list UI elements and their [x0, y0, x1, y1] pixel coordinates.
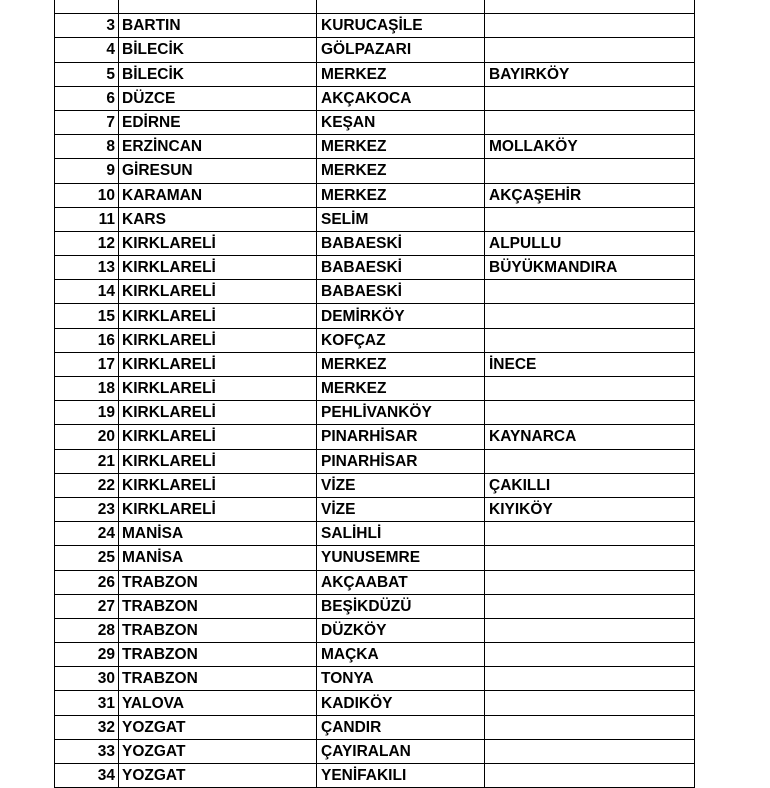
village-cell — [485, 86, 695, 110]
table-row — [55, 377, 695, 401]
district-cell: VİZE — [317, 473, 485, 497]
city-cell: MANİSA — [119, 522, 317, 546]
row-number-cell: 26 — [55, 570, 119, 594]
city-cell: TRABZON — [119, 594, 317, 618]
table-row — [55, 594, 695, 618]
row-number-cell: 18 — [55, 377, 119, 401]
village-cell: İNECE — [485, 352, 695, 376]
locations-table — [54, 0, 695, 788]
city-cell: KARS — [119, 207, 317, 231]
row-number-cell: 6 — [55, 86, 119, 110]
village-cell — [485, 449, 695, 473]
row-number-cell: 5 — [55, 62, 119, 86]
city-cell: KIRKLARELİ — [119, 425, 317, 449]
village-cell: BAYIRKÖY — [485, 62, 695, 86]
village-cell — [485, 304, 695, 328]
row-number-cell: 3 — [55, 14, 119, 38]
city-cell: TRABZON — [119, 667, 317, 691]
city-cell: KIRKLARELİ — [119, 497, 317, 521]
city-cell: ERZİNCAN — [119, 135, 317, 159]
district-cell: ÇAYIRALAN — [317, 739, 485, 763]
table-row — [55, 546, 695, 570]
table-row — [55, 38, 695, 62]
table-row — [55, 86, 695, 110]
village-cell — [485, 764, 695, 788]
district-cell: PEHLİVANKÖY — [317, 401, 485, 425]
district-cell: PINARHİSAR — [317, 425, 485, 449]
row-number-cell: 33 — [55, 739, 119, 763]
row-number-cell: 17 — [55, 352, 119, 376]
village-cell: AKÇAŞEHİR — [485, 183, 695, 207]
village-cell — [485, 0, 695, 14]
table-row — [55, 570, 695, 594]
row-number-cell — [55, 0, 119, 14]
village-cell — [485, 14, 695, 38]
district-cell: SELİM — [317, 207, 485, 231]
district-cell: MERKEZ — [317, 135, 485, 159]
village-cell — [485, 522, 695, 546]
city-cell: KIRKLARELİ — [119, 256, 317, 280]
row-number-cell: 7 — [55, 110, 119, 134]
city-cell: KIRKLARELİ — [119, 449, 317, 473]
district-cell: YENİFAKILI — [317, 764, 485, 788]
city-cell: BARTIN — [119, 14, 317, 38]
district-cell: PINARHİSAR — [317, 449, 485, 473]
city-cell: KIRKLARELİ — [119, 328, 317, 352]
row-number-cell: 16 — [55, 328, 119, 352]
row-number-cell: 34 — [55, 764, 119, 788]
village-cell: KIYIKÖY — [485, 497, 695, 521]
city-cell: YOZGAT — [119, 764, 317, 788]
table-row — [55, 328, 695, 352]
district-cell: VİZE — [317, 497, 485, 521]
district-cell — [317, 0, 485, 14]
row-number-cell: 25 — [55, 546, 119, 570]
city-cell: TRABZON — [119, 643, 317, 667]
district-cell: KADIKÖY — [317, 691, 485, 715]
village-cell: ÇAKILLI — [485, 473, 695, 497]
district-cell: AKÇAABAT — [317, 570, 485, 594]
city-cell: KIRKLARELİ — [119, 280, 317, 304]
village-cell: KAYNARCA — [485, 425, 695, 449]
city-cell — [119, 0, 317, 14]
table-row — [55, 643, 695, 667]
city-cell: YOZGAT — [119, 739, 317, 763]
village-cell — [485, 715, 695, 739]
city-cell: YOZGAT — [119, 715, 317, 739]
table-row — [55, 0, 695, 14]
row-number-cell: 9 — [55, 159, 119, 183]
city-cell: KIRKLARELİ — [119, 231, 317, 255]
district-cell: MERKEZ — [317, 377, 485, 401]
village-cell — [485, 667, 695, 691]
row-number-cell: 20 — [55, 425, 119, 449]
row-number-cell: 31 — [55, 691, 119, 715]
table-row — [55, 231, 695, 255]
village-cell: MOLLAKÖY — [485, 135, 695, 159]
table-row — [55, 764, 695, 788]
table-row — [55, 425, 695, 449]
row-number-cell: 13 — [55, 256, 119, 280]
city-cell: TRABZON — [119, 618, 317, 642]
village-cell — [485, 546, 695, 570]
district-cell: YUNUSEMRE — [317, 546, 485, 570]
village-cell — [485, 739, 695, 763]
table-row — [55, 14, 695, 38]
district-cell: MERKEZ — [317, 352, 485, 376]
row-number-cell: 11 — [55, 207, 119, 231]
city-cell: KIRKLARELİ — [119, 377, 317, 401]
district-cell: BABAESKİ — [317, 256, 485, 280]
table-row — [55, 473, 695, 497]
district-cell: KURUCAŞİLE — [317, 14, 485, 38]
table-row — [55, 401, 695, 425]
village-cell — [485, 280, 695, 304]
village-cell — [485, 377, 695, 401]
village-cell — [485, 38, 695, 62]
table-row — [55, 207, 695, 231]
row-number-cell: 12 — [55, 231, 119, 255]
table-row — [55, 715, 695, 739]
district-cell: BABAESKİ — [317, 231, 485, 255]
district-cell: ÇANDIR — [317, 715, 485, 739]
city-cell: BİLECİK — [119, 62, 317, 86]
district-cell: DÜZKÖY — [317, 618, 485, 642]
city-cell: DÜZCE — [119, 86, 317, 110]
district-cell: KOFÇAZ — [317, 328, 485, 352]
village-cell — [485, 207, 695, 231]
table-row — [55, 522, 695, 546]
table-row — [55, 280, 695, 304]
city-cell: KIRKLARELİ — [119, 304, 317, 328]
district-cell: AKÇAKOCA — [317, 86, 485, 110]
village-cell — [485, 159, 695, 183]
table-body — [55, 0, 695, 788]
city-cell: TRABZON — [119, 570, 317, 594]
city-cell: KIRKLARELİ — [119, 473, 317, 497]
table-row — [55, 135, 695, 159]
table-row — [55, 62, 695, 86]
district-cell: BABAESKİ — [317, 280, 485, 304]
village-cell — [485, 691, 695, 715]
row-number-cell: 24 — [55, 522, 119, 546]
row-number-cell: 8 — [55, 135, 119, 159]
row-number-cell: 21 — [55, 449, 119, 473]
village-cell — [485, 594, 695, 618]
city-cell: YALOVA — [119, 691, 317, 715]
table-row — [55, 618, 695, 642]
city-cell: GİRESUN — [119, 159, 317, 183]
row-number-cell: 10 — [55, 183, 119, 207]
district-cell: DEMİRKÖY — [317, 304, 485, 328]
village-cell — [485, 618, 695, 642]
row-number-cell: 4 — [55, 38, 119, 62]
district-cell: TONYA — [317, 667, 485, 691]
city-cell: KIRKLARELİ — [119, 401, 317, 425]
row-number-cell: 30 — [55, 667, 119, 691]
row-number-cell: 14 — [55, 280, 119, 304]
village-cell — [485, 570, 695, 594]
district-cell: SALİHLİ — [317, 522, 485, 546]
row-number-cell: 28 — [55, 618, 119, 642]
table-row — [55, 256, 695, 280]
table-row — [55, 159, 695, 183]
city-cell: BİLECİK — [119, 38, 317, 62]
district-cell: MERKEZ — [317, 183, 485, 207]
table-row — [55, 739, 695, 763]
district-cell: BEŞİKDÜZÜ — [317, 594, 485, 618]
table-row — [55, 667, 695, 691]
row-number-cell: 29 — [55, 643, 119, 667]
row-number-cell: 15 — [55, 304, 119, 328]
district-cell: MERKEZ — [317, 62, 485, 86]
village-cell — [485, 401, 695, 425]
row-number-cell: 23 — [55, 497, 119, 521]
table-row — [55, 352, 695, 376]
district-cell: MERKEZ — [317, 159, 485, 183]
village-cell — [485, 328, 695, 352]
city-cell: KIRKLARELİ — [119, 352, 317, 376]
village-cell: BÜYÜKMANDIRA — [485, 256, 695, 280]
table-row — [55, 691, 695, 715]
table-row — [55, 110, 695, 134]
row-number-cell: 19 — [55, 401, 119, 425]
row-number-cell: 32 — [55, 715, 119, 739]
district-cell: KEŞAN — [317, 110, 485, 134]
village-cell — [485, 110, 695, 134]
row-number-cell: 27 — [55, 594, 119, 618]
table-row — [55, 497, 695, 521]
city-cell: KARAMAN — [119, 183, 317, 207]
row-number-cell: 22 — [55, 473, 119, 497]
city-cell: EDİRNE — [119, 110, 317, 134]
city-cell: MANİSA — [119, 546, 317, 570]
table-row — [55, 449, 695, 473]
village-cell: ALPULLU — [485, 231, 695, 255]
village-cell — [485, 643, 695, 667]
district-cell: MAÇKA — [317, 643, 485, 667]
table-row — [55, 183, 695, 207]
table-row — [55, 304, 695, 328]
district-cell: GÖLPAZARI — [317, 38, 485, 62]
